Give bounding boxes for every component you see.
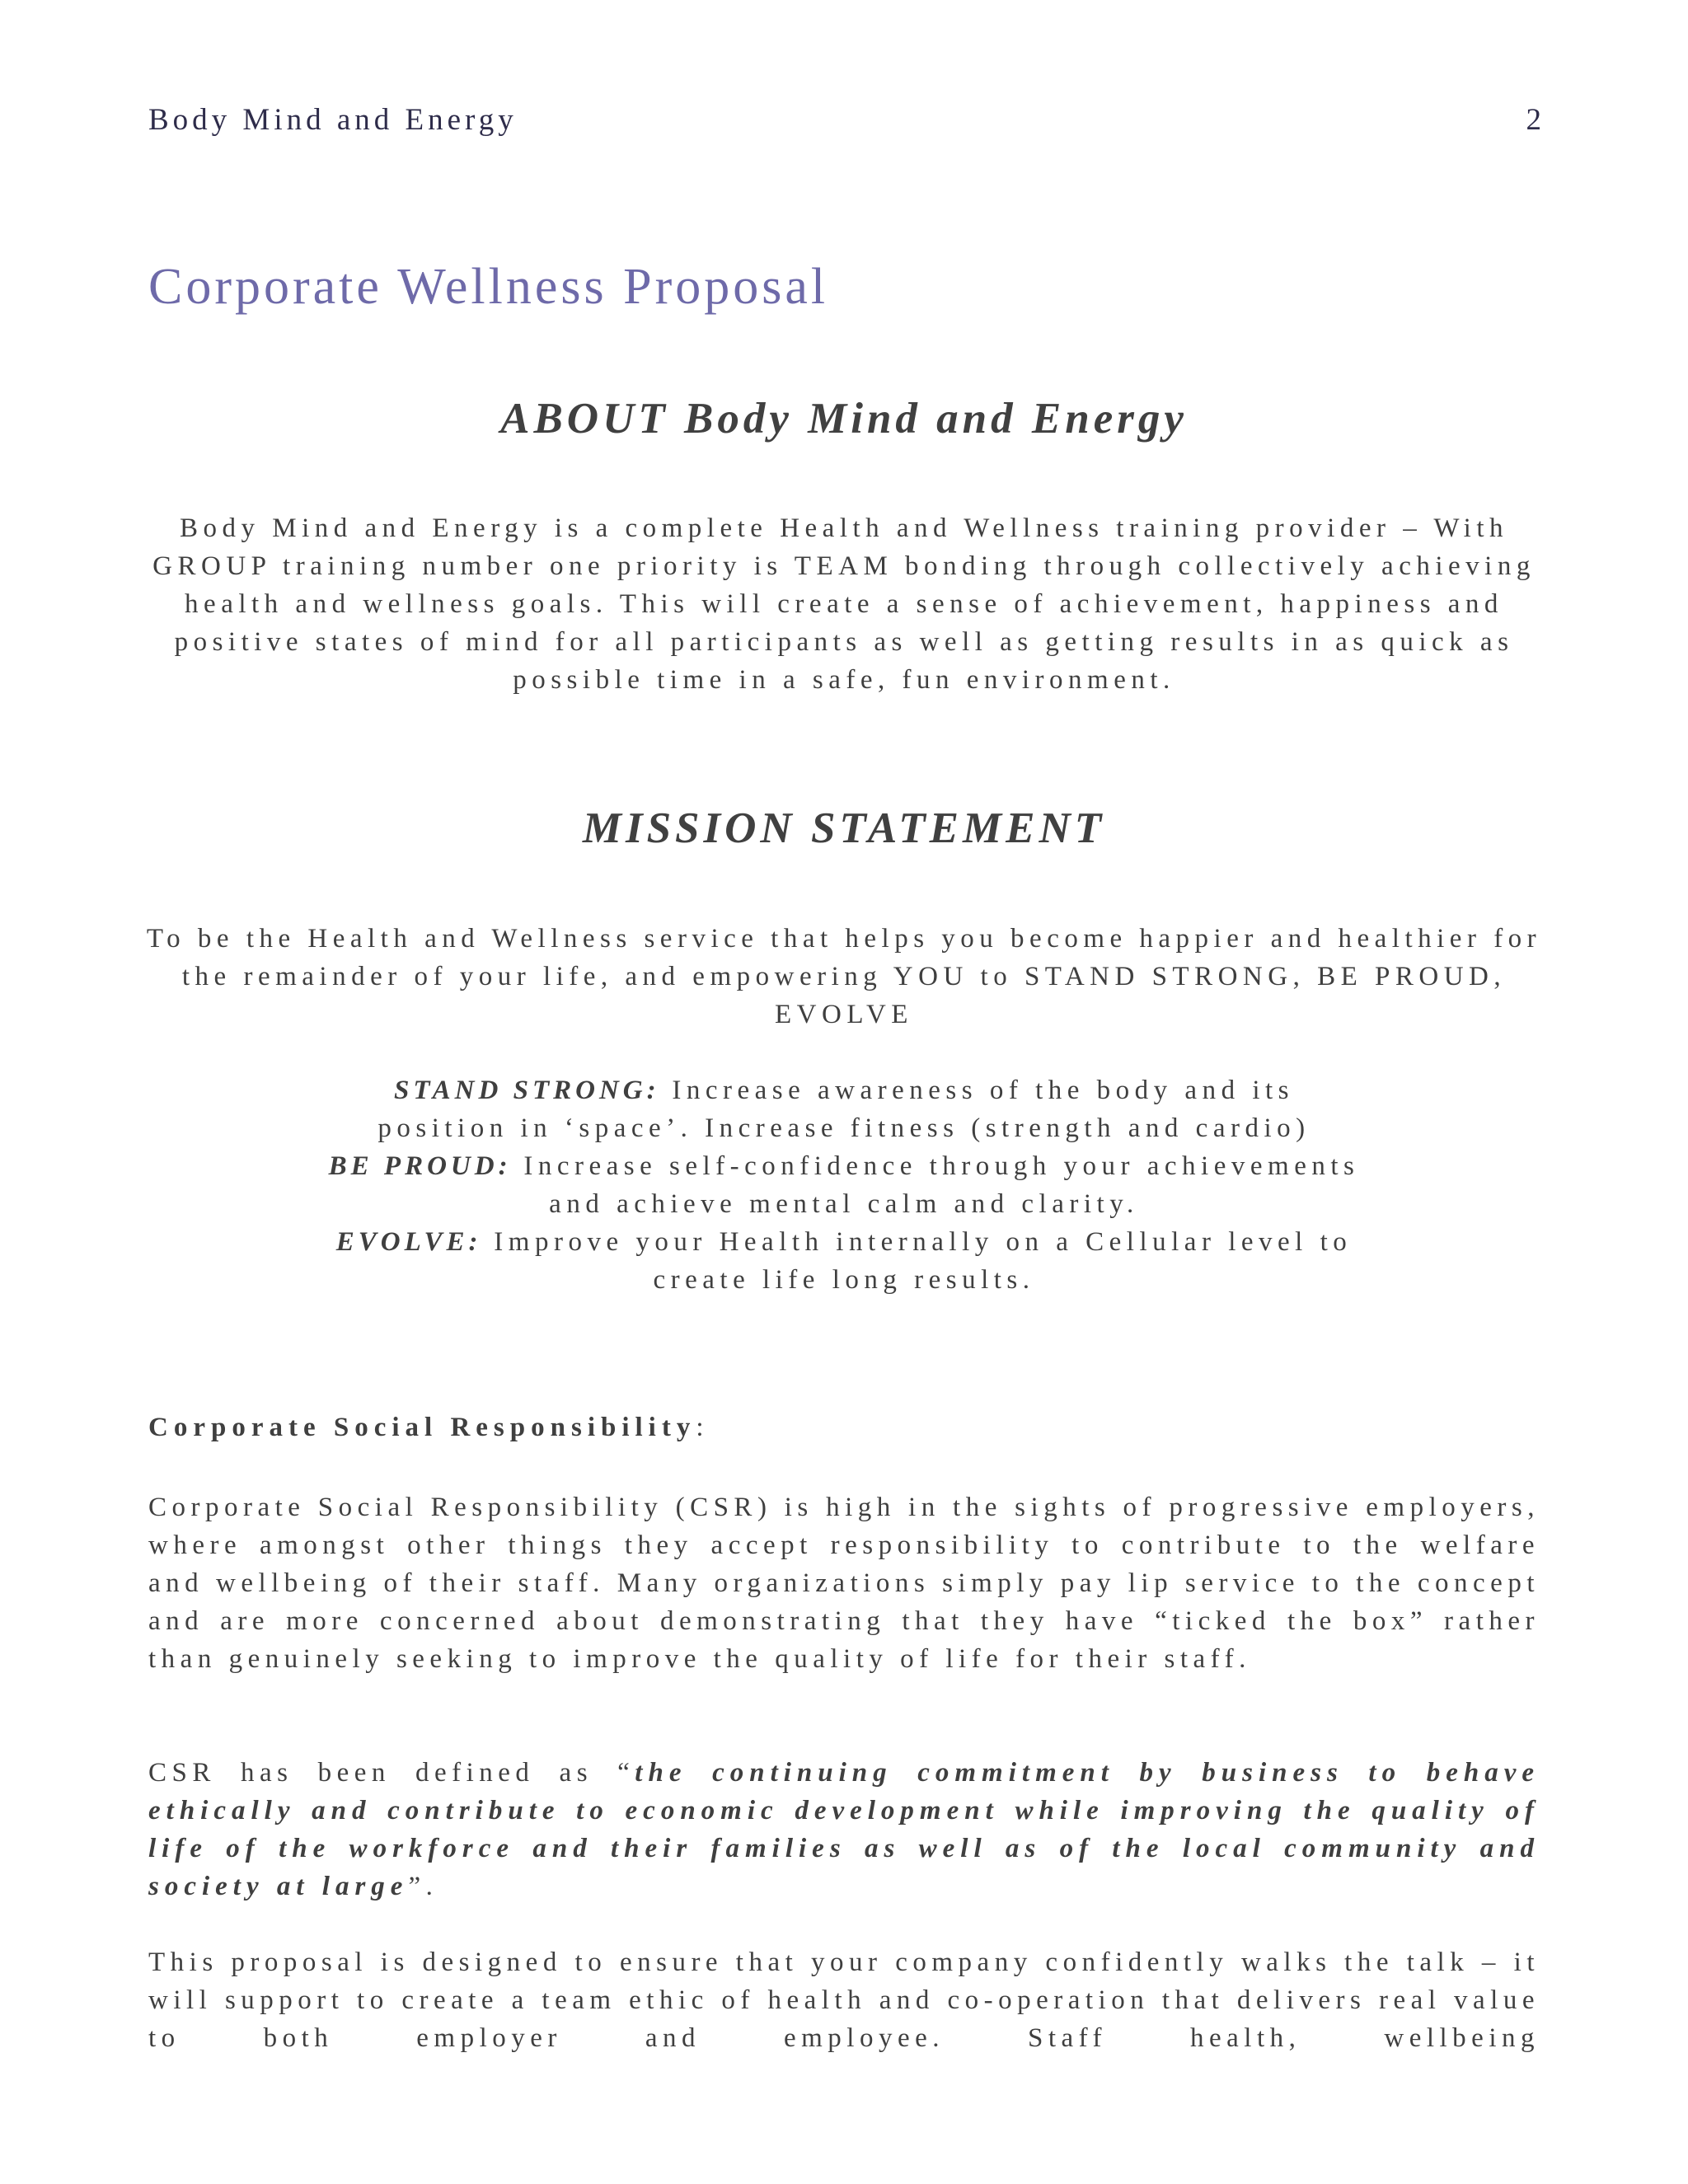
- pillar-be-proud: [328, 1147, 1360, 1223]
- csr-definition-quote: the continuing commitment by business to behave ethically and contribute to economic development while improving the quality of life of the workforce and their families as well as of the local community and society at large: [148, 1758, 1540, 1901]
- pillar-label: EVOLVE:: [335, 1227, 482, 1257]
- csr-paragraph-3: This proposal is designed to ensure that your company confidently walks the talk – it will support to create a team ethic of health and co-operation that delivers real value to both employer and employee. Staff health, wellbeing: [148, 1947, 1540, 2053]
- page-number: 2: [1526, 103, 1541, 137]
- pillar-text: Increase self-confidence through your achievements and achieve mental calm and clarity.: [511, 1151, 1360, 1219]
- pillar-label: STAND STRONG:: [393, 1076, 660, 1105]
- csr-definition-intro: CSR has been defined as “: [148, 1758, 635, 1788]
- csr-definition-end: ”.: [408, 1872, 438, 1901]
- pillar-text: Increase awareness of the body and its position in ‘space’. Increase fitness (strength and cardio): [377, 1076, 1311, 1143]
- pillar-stand-strong: [328, 1071, 1360, 1147]
- csr-heading-colon: :: [696, 1413, 710, 1442]
- about-heading: ABOUT Body Mind and Energy: [500, 395, 1188, 443]
- mission-heading: MISSION STATEMENT: [582, 804, 1106, 852]
- mission-pillars: [328, 1071, 1360, 1299]
- pillar-evolve: [328, 1223, 1360, 1299]
- csr-paragraph-1: Corporate Social Responsibility (CSR) is high in the sights of progressive employers, where amongst other things they accept responsibility to contribute to the welfare and wellbeing of their staff. Many organizations simply pay lip service to the concept and are more concerned about demonstrating that they have “ticked the box” rather than genuinely seeking to improve the quality of life for their staff.: [148, 1493, 1540, 1674]
- about-paragraph: Body Mind and Energy is a complete Health and Wellness training provider – With GROUP training number one priority is TEAM bonding through collectively achieving health and wellness goals. This will create a sense of achievement, happiness and positive states of mind for all participants as well as getting results in as quick as possible time in a safe, fun environment.: [152, 513, 1536, 695]
- running-header-title: Body Mind and Energy: [148, 103, 518, 137]
- csr-paragraph-2: [148, 1754, 1540, 1905]
- document-title: Corporate Wellness Proposal: [148, 259, 829, 315]
- csr-heading-text: Corporate Social Responsibility: [148, 1413, 696, 1442]
- csr-heading: [148, 1413, 710, 1443]
- pillar-text: Improve your Health internally on a Cellular level to create life long results.: [481, 1227, 1353, 1295]
- mission-paragraph: To be the Health and Wellness service that helps you become happier and healthier for the remainder of your life, and empowering YOU to STAND STRONG, BE PROUD, EVOLVE: [146, 924, 1542, 1029]
- pillar-label: BE PROUD:: [328, 1151, 512, 1181]
